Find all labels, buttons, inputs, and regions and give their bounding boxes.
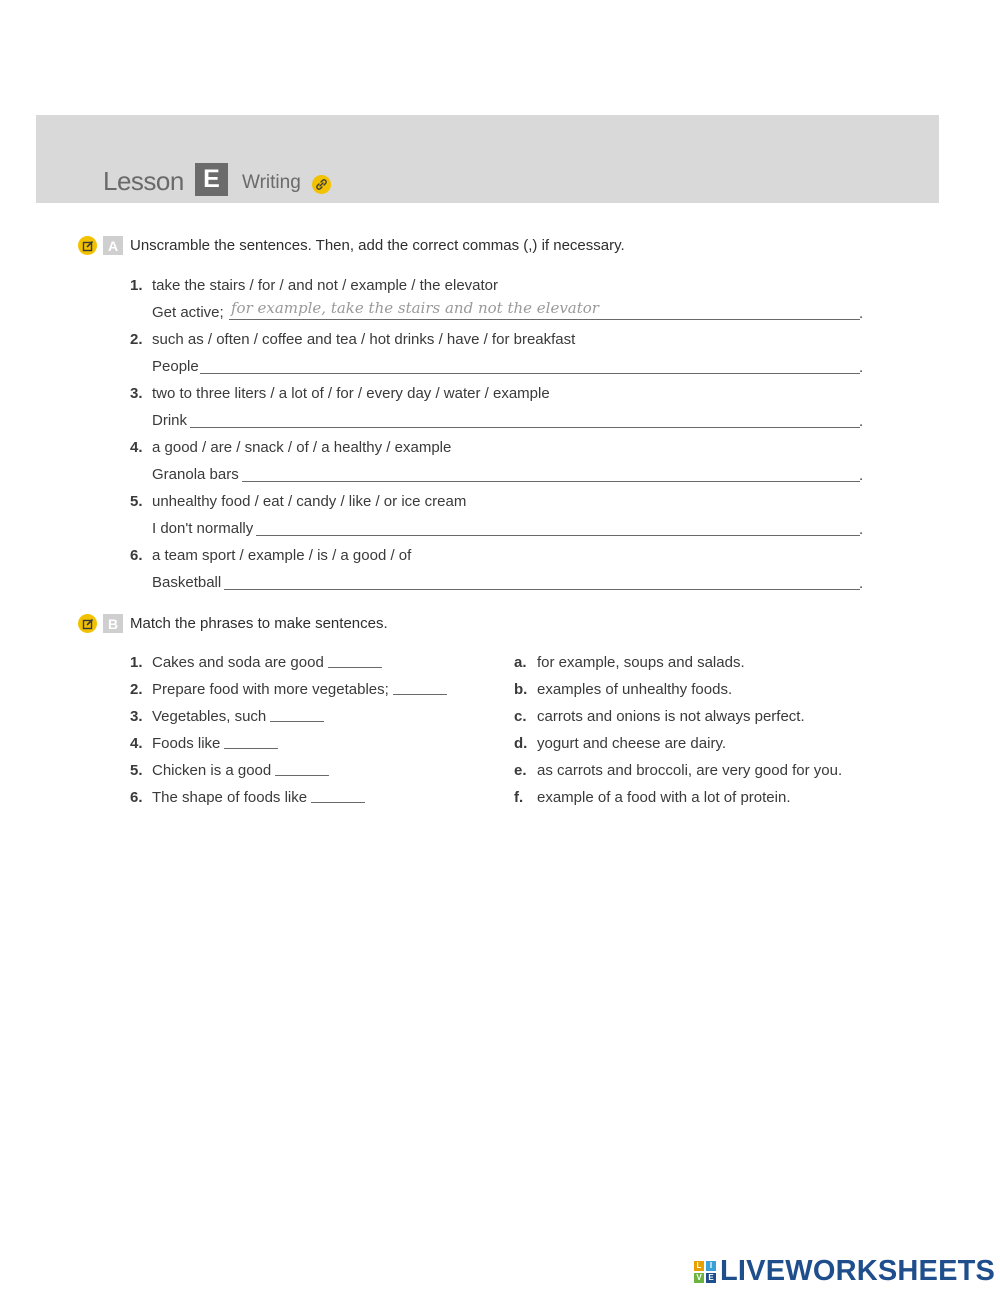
scrambled-words: a team sport / example / is / a good / of: [152, 547, 412, 564]
logo-grid-cell: E: [706, 1273, 716, 1283]
match-right-letter: b.: [514, 681, 528, 698]
pencil-edit-icon: [78, 614, 97, 633]
match-right-letter: d.: [514, 735, 528, 752]
item-number: 4.: [130, 439, 143, 456]
match-left-number: 1.: [130, 654, 143, 671]
item-number: 3.: [130, 385, 143, 402]
match-answer-blank[interactable]: [311, 792, 365, 803]
match-left-item: [152, 681, 447, 698]
scrambled-words: take the stairs / for / and not / example / the elevator: [152, 277, 499, 294]
item-number: 1.: [130, 277, 143, 294]
match-right-letter: c.: [514, 708, 527, 725]
match-right-letter: f.: [514, 789, 524, 806]
match-left-number: 5.: [130, 762, 143, 779]
answer-input[interactable]: [256, 535, 860, 536]
scrambled-words: such as / often / coffee and tea / hot drinks / have / for breakfast: [152, 331, 576, 348]
section-b-instruction: Match the phrases to make sentences.: [130, 615, 388, 632]
sentence-prompt: Get active;: [152, 304, 224, 321]
match-left-text: The shape of foods like: [152, 789, 308, 806]
match-left-text: Vegetables, such: [152, 708, 267, 725]
match-left-number: 6.: [130, 789, 143, 806]
sentence-prompt: Granola bars: [152, 466, 239, 483]
answer-input[interactable]: [229, 319, 860, 320]
match-answer-blank[interactable]: [393, 684, 447, 695]
match-left-number: 3.: [130, 708, 143, 725]
sentence-prompt: Drink: [152, 412, 188, 429]
match-left-text: Prepare food with more vegetables;: [152, 681, 389, 698]
sentence-period: .: [859, 305, 864, 322]
match-right-letter: a.: [514, 654, 527, 671]
lesson-label: Lesson: [103, 166, 184, 196]
lesson-title: Writing: [242, 172, 301, 193]
logo-grid-cell: I: [706, 1261, 716, 1271]
scrambled-words: a good / are / snack / of / a healthy / example: [152, 439, 452, 456]
match-left-item: [152, 735, 278, 752]
match-left-text: Foods like: [152, 735, 221, 752]
match-left-number: 4.: [130, 735, 143, 752]
match-left-item: [152, 789, 365, 806]
match-left-text: Chicken is a good: [152, 762, 272, 779]
sentence-period: .: [859, 521, 864, 538]
scrambled-words: two to three liters / a lot of / for / every day / water / example: [152, 385, 550, 402]
logo-text: LIVEWORKSHEETS: [720, 1255, 996, 1287]
answer-input[interactable]: [242, 481, 860, 482]
sentence-period: .: [859, 413, 864, 430]
match-right-letter: e.: [514, 762, 527, 779]
sentence-period: .: [859, 467, 864, 484]
match-answer-blank[interactable]: [275, 765, 329, 776]
match-right-text: examples of unhealthy foods.: [537, 681, 733, 698]
sentence-prompt: People: [152, 358, 199, 375]
section-a-letter: A: [103, 236, 123, 255]
match-left-item: [152, 708, 324, 725]
match-left-item: [152, 762, 329, 779]
match-left-item: [152, 654, 382, 671]
item-number: 5.: [130, 493, 143, 510]
pencil-edit-icon: [78, 236, 97, 255]
logo-grid-cell: V: [694, 1273, 704, 1283]
liveworksheets-logo: [694, 1255, 995, 1288]
match-answer-blank[interactable]: [328, 657, 382, 668]
match-right-text: as carrots and broccoli, are very good for you.: [537, 762, 843, 779]
item-number: 6.: [130, 547, 143, 564]
sentence-period: .: [859, 359, 864, 376]
section-a-instruction: Unscramble the sentences. Then, add the correct commas (,) if necessary.: [130, 237, 625, 254]
match-right-text: yogurt and cheese are dairy.: [537, 735, 727, 752]
match-left-number: 2.: [130, 681, 143, 698]
lesson-letter-badge: E: [195, 163, 228, 196]
answer-text: for example, take the stairs and not the elevator: [231, 299, 599, 317]
match-right-text: for example, soups and salads.: [537, 654, 745, 671]
logo-grid-icon: [694, 1261, 716, 1283]
answer-input[interactable]: [200, 373, 860, 374]
answer-input[interactable]: [190, 427, 860, 428]
link-icon[interactable]: [312, 175, 331, 194]
section-b-letter: B: [103, 614, 123, 633]
match-left-text: Cakes and soda are good: [152, 654, 324, 671]
match-right-text: carrots and onions is not always perfect.: [537, 708, 805, 725]
sentence-prompt: I don't normally: [152, 520, 254, 537]
scrambled-words: unhealthy food / eat / candy / like / or ice cream: [152, 493, 467, 510]
item-number: 2.: [130, 331, 143, 348]
answer-input[interactable]: [224, 589, 860, 590]
sentence-prompt: Basketball: [152, 574, 222, 591]
sentence-period: .: [859, 575, 864, 592]
logo-grid-cell: L: [694, 1261, 704, 1271]
match-right-text: example of a food with a lot of protein.: [537, 789, 791, 806]
match-answer-blank[interactable]: [270, 711, 324, 722]
match-answer-blank[interactable]: [224, 738, 278, 749]
